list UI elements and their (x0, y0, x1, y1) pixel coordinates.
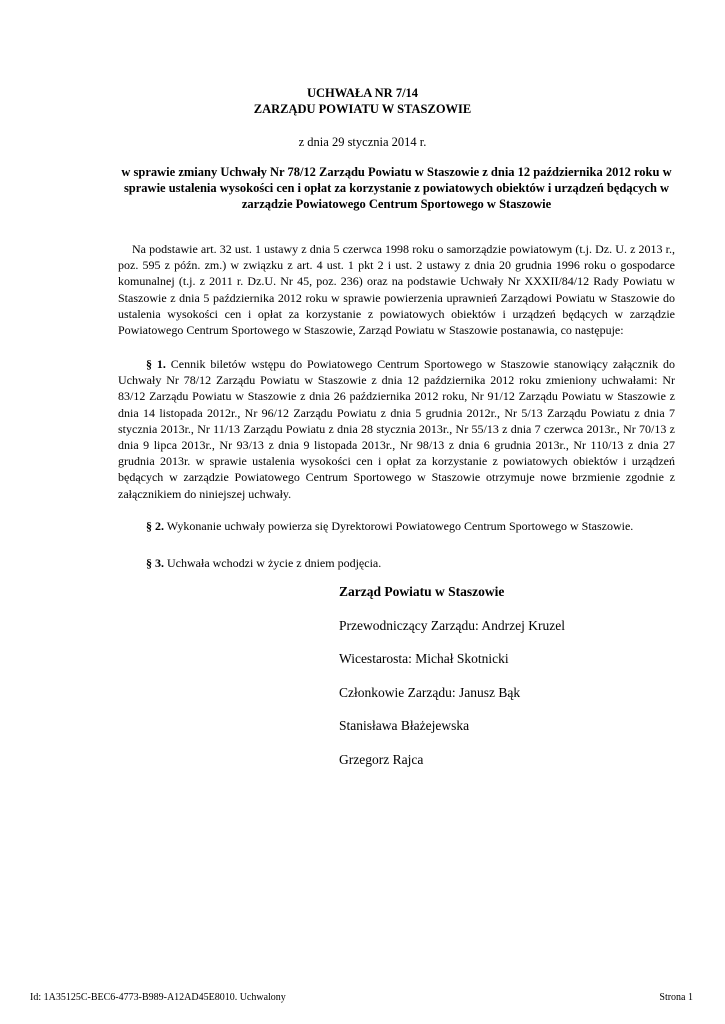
section-1-text: Cennik biletów wstępu do Powiatowego Centrum Sportowego w Staszowie stanowiący załącznik do Uchwały Nr 78/12 Zarządu Powiatu w Staszowie z dnia 12 października 2012 roku zmieniony uchwałami: Nr 83/12 Zarządu Powiatu w Staszowie z dnia 26 października 2012 roku, Nr 91/12 Zarządu Powiatu w Staszowie z dnia 14 listopada 2012r., Nr 96/12 Zarządu Powiatu z dnia 5 grudnia 2012r., Nr 5/13 Zarządu Powiatu z dnia 7 stycznia 2013r., Nr 11/13 Zarządu Powiatu z dnia 28 stycznia 2013r., Nr 55/13 z dnia 7 czerwca 2013r., Nr 70/13 z dnia 9 lipca 2013r., Nr 93/13 z dnia 9 listopada 2013r., Nr 98/13 z dnia 6 grudnia 2013r., Nr 110/13 z dnia 27 grudnia 2013r. w sprawie ustalenia wysokości cen i opłat za korzystanie z powiatowych obiektów i urządzeń będących w zarządzie Powiatowego Centrum Sportowego w Staszowie otrzymuje nowe brzmienie zgodnie z załącznikiem do niniejszej uchwały. (118, 357, 676, 501)
signature-members: Członkowie Zarządu: Janusz Bąk (339, 684, 521, 700)
board-name: Zarząd Powiatu w Staszowie (339, 584, 505, 599)
document-title: UCHWAŁA NR 7/14 (306, 86, 419, 100)
signature-member-3: Grzegorz Rajca (339, 751, 424, 767)
section-2-label: § 2. (146, 519, 164, 533)
document-issuer: ZARZĄDU POWIATU W STASZOWIE (253, 102, 472, 116)
section-2-text: Wykonanie uchwały powierza się Dyrektorowi Powiatowego Centrum Sportowego w Staszowie. (166, 519, 634, 533)
signature-chairman: Przewodniczący Zarządu: Andrzej Kruzel (339, 617, 566, 633)
signature-vice-starost: Wicestarosta: Michał Skotnicki (339, 651, 509, 666)
section-2 (118, 518, 675, 534)
document-date: z dnia 29 stycznia 2014 r. (298, 135, 427, 149)
signature-member-2: Stanisława Błażejewska (339, 718, 470, 733)
section-3-text: Uchwała wchodzi w życie z dniem podjęcia. (167, 556, 382, 570)
section-1-label: § 1. (146, 357, 166, 371)
section-1 (118, 356, 675, 502)
section-3 (118, 555, 675, 571)
footer-page-number: Strona 1 (659, 992, 693, 1003)
section-3-label: § 3. (146, 556, 164, 570)
signature-block (339, 582, 679, 783)
preamble-paragraph: Na podstawie art. 32 ust. 1 ustawy z dnia 5 czerwca 1998 roku o samorządzie powiatowym (t.j. Dz. U. z 2013 r., poz. 595 z późn. zm.) w związku z art. 4 ust. 1 pkt 2 i ust. 2 ustawy z dnia 20 grudnia 1996 roku o gospodarce komunalnej (t.j. z 2011 r. Dz.U. Nr 45, poz. 236) oraz na podstawie Uchwały Nr XXXII/84/12 Rady Powiatu w Staszowie z dnia 5 października 2012 roku w sprawie powierzenia uprawnień Zarządowi Powiatu w Staszowie do ustalenia wysokości cen i opłat za korzystanie z powiatowych obiektów i urządzeń będących w zarządzie Powiatowego Centrum Sportowego w Staszowie, Zarząd Powiatu w Staszowie postanawia, co następuje: (118, 242, 675, 338)
footer-document-id: Id: 1A35125C-BEC6-4773-B989-A12AD45E8010. Uchwalony (30, 992, 286, 1003)
document-subject: w sprawie zmiany Uchwały Nr 78/12 Zarządu Powiatu w Staszowie z dnia 12 października 2012 roku w sprawie ustalenia wysokości cen i opłat za korzystanie z powiatowych obiektów i urządzeń będących w zarządzie Powiatowego Centrum Sportowego w Staszowie (121, 165, 672, 211)
